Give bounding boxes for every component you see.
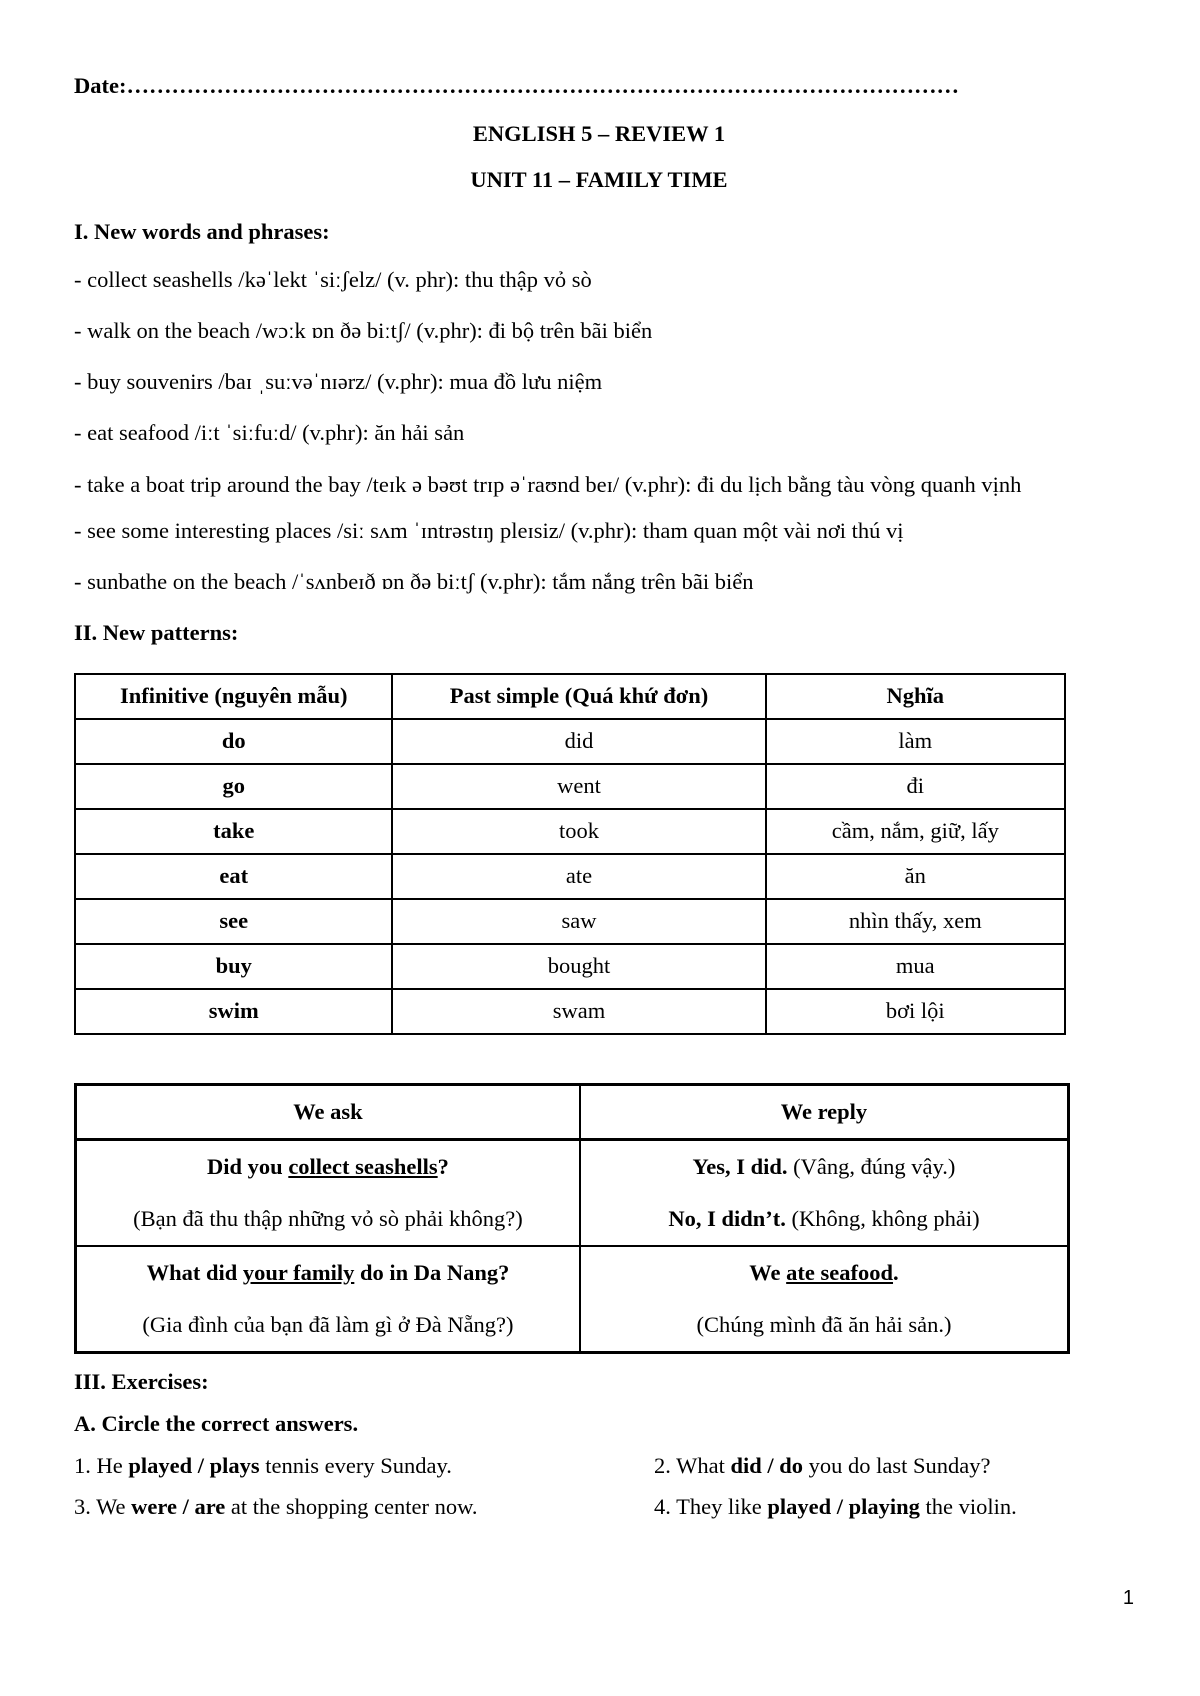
- table-row: [75, 944, 1065, 989]
- date-line: Date:…………………………………………………………………………………………………: [74, 73, 959, 98]
- question-text: What did: [146, 1259, 243, 1285]
- reply-line: [587, 1247, 1061, 1299]
- translation-text: (Không, không phải): [785, 1205, 980, 1231]
- column-header-ask: We ask: [76, 1084, 580, 1139]
- answer-options[interactable]: did / do: [730, 1452, 803, 1478]
- answer-options[interactable]: played / plays: [128, 1452, 260, 1478]
- past-cell: took: [392, 809, 765, 854]
- underlined-phrase: collect seashells: [288, 1153, 438, 1179]
- vocab-item: - see some interesting places /siː sʌm ˈɪntrəstɪŋ pleɪsiz/ (v.phr): tham quan một vài nơi thú vị: [74, 517, 904, 543]
- section-heading-new-words: I. New words and phrases:: [74, 219, 330, 244]
- past-cell: saw: [392, 899, 765, 944]
- vocab-item: - buy souvenirs /baɪ ˌsuːvəˈnɪərz/ (v.phr): mua đồ lưu niệm: [74, 369, 603, 395]
- column-header-reply: We reply: [580, 1084, 1069, 1139]
- meaning-cell: cầm, nắm, giữ, lấy: [766, 809, 1065, 854]
- question-text: ?: [437, 1153, 449, 1179]
- exercise-text: tennis every Sunday.: [259, 1452, 452, 1478]
- infinitive-cell: buy: [75, 944, 392, 989]
- vocab-item: - take a boat trip around the bay /teɪk ə bəʊt trɪp əˈraʊnd beɪ/ (v.phr): đi du lịch bằng tàu vòng quanh vịnh: [74, 471, 1022, 497]
- section-heading-exercises: III. Exercises:: [74, 1368, 209, 1394]
- infinitive-cell: go: [75, 764, 392, 809]
- exercise-instruction: A. Circle the correct answers.: [74, 1410, 359, 1436]
- past-cell: went: [392, 764, 765, 809]
- vocab-item: - eat seafood /iːt ˈsiːfuːd/ (v.phr): ăn hải sản: [74, 420, 465, 446]
- question-text: Did you: [207, 1153, 289, 1179]
- question-line: [83, 1141, 573, 1193]
- table-row: [75, 989, 1065, 1034]
- question-cell: [76, 1139, 580, 1246]
- infinitive-cell: see: [75, 899, 392, 944]
- worksheet-title: ENGLISH 5 – REVIEW 1: [472, 121, 726, 146]
- underlined-phrase: your family: [242, 1259, 355, 1285]
- page-number: 1: [1122, 1587, 1134, 1609]
- column-header: Past simple (Quá khứ đơn): [392, 674, 765, 719]
- table-row: [75, 809, 1065, 854]
- reply-cell: [580, 1139, 1069, 1246]
- vocab-item: - collect seashells /kəˈlekt ˈsiːʃelz/ (v. phr): thu thập vỏ sò: [74, 267, 592, 292]
- question-cell: [76, 1246, 580, 1353]
- table-row: [75, 719, 1065, 764]
- vocab-item: - walk on the beach /wɔːk ɒn ðə biːtʃ/ (v.phr): đi bộ trên bãi biển: [74, 318, 653, 344]
- exercise-text: the violin.: [919, 1493, 1017, 1519]
- exercise-text: 1. He: [74, 1452, 129, 1478]
- reply-line: [587, 1141, 1061, 1193]
- table-row: [75, 764, 1065, 809]
- table-header-row: [76, 1084, 1069, 1139]
- answer-options[interactable]: played / playing: [767, 1493, 920, 1519]
- past-cell: swam: [392, 989, 765, 1034]
- unit-title: UNIT 11 – FAMILY TIME: [470, 167, 728, 192]
- pattern-table: [74, 1083, 1070, 1354]
- infinitive-cell: eat: [75, 854, 392, 899]
- table-header-row: [75, 674, 1065, 719]
- meaning-cell: đi: [766, 764, 1065, 809]
- worksheet-page: [74, 72, 1124, 1534]
- exercise-item: [74, 1493, 654, 1534]
- translation-line: (Chúng mình đã ăn hải sản.): [696, 1311, 952, 1337]
- translation-line: (Gia đình của bạn đã làm gì ở Đà Nẵng?): [142, 1311, 514, 1337]
- exercise-item: [654, 1493, 1017, 1534]
- table-row: [75, 899, 1065, 944]
- exercise-row: [74, 1452, 1124, 1493]
- exercise-text: 4. They like: [654, 1493, 768, 1519]
- reply-text: We: [749, 1259, 787, 1285]
- table-row: [76, 1246, 1069, 1353]
- exercise-text: you do last Sunday?: [803, 1452, 991, 1478]
- reply-line: [587, 1193, 1061, 1245]
- translation-line: (Bạn đã thu thập những vỏ sò phải không?): [133, 1205, 523, 1231]
- past-cell: bought: [392, 944, 765, 989]
- exercise-text: 2. What: [654, 1452, 731, 1478]
- column-header: Nghĩa: [766, 674, 1065, 719]
- question-text: do in Da Nang?: [354, 1259, 510, 1285]
- answer-options[interactable]: were / are: [131, 1493, 226, 1519]
- vocab-item: - sunbathe on the beach /ˈsʌnbeɪð ɒn ðə biːtʃ (v.phr): tắm nắng trên bãi biển: [74, 568, 754, 594]
- exercise-item: [74, 1452, 654, 1493]
- reply-text: No, I didn’t.: [668, 1205, 786, 1231]
- meaning-cell: nhìn thấy, xem: [766, 899, 1065, 944]
- table-row: [76, 1139, 1069, 1246]
- exercise-row: [74, 1493, 1124, 1534]
- exercise-text: 3. We: [74, 1493, 132, 1519]
- exercise-text: at the shopping center now.: [225, 1493, 478, 1519]
- underlined-phrase: ate seafood: [786, 1259, 894, 1285]
- vocab-list: [74, 266, 1124, 596]
- reply-text: .: [893, 1259, 899, 1285]
- past-cell: did: [392, 719, 765, 764]
- meaning-cell: ăn: [766, 854, 1065, 899]
- column-header: Infinitive (nguyên mẫu): [75, 674, 392, 719]
- question-line: [83, 1247, 573, 1299]
- infinitive-cell: take: [75, 809, 392, 854]
- verb-table: [74, 673, 1066, 1035]
- meaning-cell: mua: [766, 944, 1065, 989]
- table-row: [75, 854, 1065, 899]
- reply-cell: [580, 1246, 1069, 1353]
- meaning-cell: làm: [766, 719, 1065, 764]
- past-cell: ate: [392, 854, 765, 899]
- reply-text: Yes, I did.: [692, 1153, 788, 1179]
- infinitive-cell: swim: [75, 989, 392, 1034]
- meaning-cell: bơi lội: [766, 989, 1065, 1034]
- exercise-item: [654, 1452, 990, 1493]
- translation-text: (Vâng, đúng vậy.): [787, 1153, 956, 1179]
- section-heading-new-patterns: II. New patterns:: [74, 619, 239, 645]
- infinitive-cell: do: [75, 719, 392, 764]
